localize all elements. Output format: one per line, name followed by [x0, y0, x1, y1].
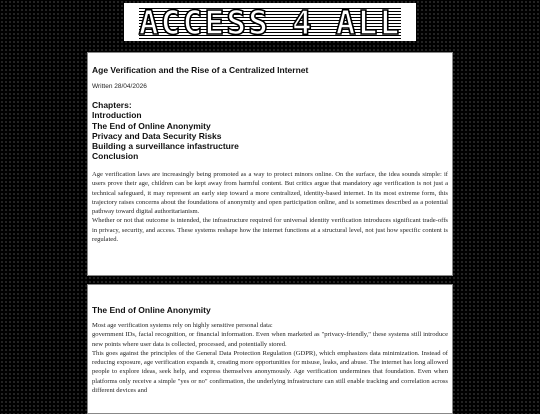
- article-date: Written 28/04/2026: [92, 83, 147, 90]
- chapter-link-end-of-anonymity[interactable]: The End of Online Anonymity: [92, 120, 211, 131]
- paragraph: Whether or not that outcome is intended, the infrastructure required for universal identity verification introduces significant trade-offs in privacy, security, and access. These systems reshape how the internet functions at a structural level, not just how specific content is regulated.: [92, 217, 448, 244]
- chapter-link-introduction[interactable]: Introduction: [92, 110, 142, 121]
- paragraph: government IDs, facial recognition, or financial information. Even when marketed as "privacy-friendly," these systems still introduce new points where user data is collected, processed, and potentially stored.: [92, 331, 448, 348]
- chapter-link-surveillance[interactable]: Building a surveillance infastructure: [92, 141, 239, 152]
- article-panel-intro: [87, 52, 453, 276]
- chapter-link-conclusion[interactable]: Conclusion: [92, 151, 139, 162]
- chapters-list: [92, 100, 239, 162]
- section-title: The End of Online Anonymity: [92, 305, 211, 315]
- paragraph: This goes against the principles of the General Data Protection Regulation (GDPR), which emphasizes data minimization. Instead of reducing exposure, age verification expands it, creating more opportunities for misuse, leaks, and abuse. The internet has long allowed people to explore ideas, seek help, and express themselves anonymously. Age verification undermines that foundation. Even when platforms only receive a simple "yes or no" confirmation, the underlying infrastructure can still enable tracking and correlation across different devices and: [92, 349, 448, 395]
- section-body: [92, 321, 448, 395]
- article-panel-anonymity: [87, 284, 453, 414]
- site-banner: [124, 3, 416, 41]
- paragraph: Age verification laws are increasingly being promoted as a way to protect minors online. On the surface, the idea sounds simple: if users prove their age, children can be kept away from harmful content. But critics argue that mandatory age verification is not just a technical safeguard, it may represent an early step toward a more centralized, identity-based internet. In its most extreme form, this trajectory raises concerns about the foundations of anonymity and open participation online, and is sometimes described as a potential pathway toward digital authoritarianism.: [92, 171, 448, 216]
- article-title: Age Verification and the Rise of a Centralized Internet: [92, 65, 309, 75]
- chapters-heading: Chapters:: [92, 100, 132, 110]
- site-title: ACCESS 4 ALL: [138, 2, 402, 42]
- paragraph: Most age verification systems rely on highly sensitive personal data:: [92, 322, 273, 329]
- article-body: [92, 170, 448, 244]
- chapter-link-privacy-risks[interactable]: Privacy and Data Security Risks: [92, 130, 222, 141]
